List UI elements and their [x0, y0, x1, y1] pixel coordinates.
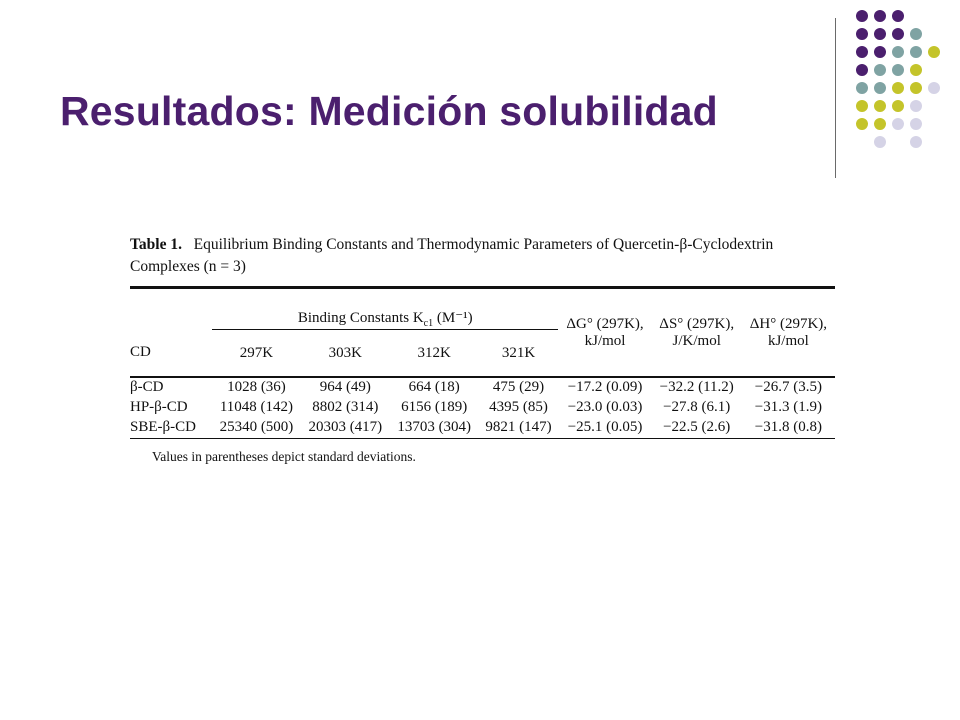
cell-k312: 13703 (304) — [397, 419, 472, 435]
decorative-dot — [874, 46, 886, 58]
table-caption — [130, 234, 835, 278]
binding-constants-header: Binding Constants $K_{c1}$ (M⁻¹) — [297, 310, 473, 329]
cell-k297: 25340 (500) — [219, 419, 294, 435]
decorative-dot — [874, 118, 886, 130]
decorative-dot — [928, 46, 940, 58]
cell-cd: SBE-β-CD — [130, 419, 196, 435]
cell-dh: −26.7 (3.5) — [754, 379, 822, 395]
cell-k303: 8802 (314) — [312, 399, 379, 415]
decorative-dot — [910, 136, 922, 148]
table-caption-text: Equilibrium Binding Constants and Thermodynamic Parameters of Quercetin-β-Cyclodextrin Complexes (n = 3) — [130, 236, 774, 275]
slide-title: Resultados: Medición solubilidad — [60, 88, 718, 134]
table-bottom-rule — [130, 438, 835, 440]
decorative-dot — [874, 82, 886, 94]
decorative-dot — [874, 10, 886, 22]
decorative-dot — [856, 82, 868, 94]
decorative-dot — [892, 100, 904, 112]
decorative-dot — [856, 28, 868, 40]
table-caption-label: Table 1. — [130, 236, 182, 253]
cell-ds: −27.8 (6.1) — [663, 399, 731, 415]
decorative-dot — [856, 46, 868, 58]
decorative-dot — [892, 10, 904, 22]
cell-k312: 664 (18) — [408, 379, 460, 395]
decorative-dot — [892, 82, 904, 94]
cell-k297: 1028 (36) — [227, 379, 286, 395]
cell-k297: 11048 (142) — [219, 399, 294, 415]
cell-dh: −31.8 (0.8) — [754, 419, 822, 435]
header-dg: ΔG° (297K), kJ/mol — [566, 315, 644, 349]
cell-dg: −17.2 (0.09) — [567, 379, 643, 395]
table-row — [130, 378, 835, 398]
cell-k321: 9821 (147) — [485, 419, 552, 435]
cell-ds: −32.2 (11.2) — [659, 379, 734, 395]
table-figure — [130, 234, 835, 465]
table-footnote: Values in parentheses depict standard deviations. — [152, 449, 416, 464]
decorative-dot — [910, 46, 922, 58]
decorative-dot — [856, 10, 868, 22]
cell-cd: HP-β-CD — [130, 399, 188, 415]
decorative-dot — [874, 136, 886, 148]
decorative-dot — [856, 118, 868, 130]
decorative-dot — [874, 64, 886, 76]
cell-dh: −31.3 (1.9) — [754, 399, 822, 415]
header-312k: 312K — [390, 330, 479, 377]
decorative-dot — [928, 82, 940, 94]
decorative-dot — [892, 28, 904, 40]
decorative-dot-grid — [0, 0, 960, 200]
decorative-dot — [910, 64, 922, 76]
header-303k: 303K — [301, 330, 390, 377]
decorative-dot — [892, 118, 904, 130]
header-ds: ΔS° (297K), J/K/mol — [659, 315, 735, 349]
decorative-dot — [874, 28, 886, 40]
decorative-dot — [892, 46, 904, 58]
cell-k303: 964 (49) — [319, 379, 371, 395]
decorative-dot — [856, 64, 868, 76]
table-row — [130, 418, 835, 438]
header-dh: ΔH° (297K), kJ/mol — [749, 315, 828, 349]
cell-cd: β-CD — [130, 379, 164, 395]
table-row — [130, 398, 835, 418]
cell-k312: 6156 (189) — [401, 399, 468, 415]
cell-ds: −22.5 (2.6) — [663, 419, 731, 435]
decorative-dot — [892, 64, 904, 76]
cell-dg: −25.1 (0.05) — [567, 419, 643, 435]
decorative-dot — [910, 28, 922, 40]
header-297k: 297K — [212, 330, 301, 377]
cell-dg: −23.0 (0.03) — [567, 399, 643, 415]
decorative-dot — [910, 118, 922, 130]
cell-k321: 4395 (85) — [489, 399, 548, 415]
header-321k: 321K — [479, 330, 559, 377]
cell-k321: 475 (29) — [492, 379, 545, 395]
decorative-dot — [910, 100, 922, 112]
decorative-dot — [856, 100, 868, 112]
header-cd: CD — [130, 344, 151, 361]
decorative-dot — [874, 100, 886, 112]
cell-k303: 20303 (417) — [308, 419, 383, 435]
decorative-dot — [910, 82, 922, 94]
results-table — [130, 289, 835, 438]
